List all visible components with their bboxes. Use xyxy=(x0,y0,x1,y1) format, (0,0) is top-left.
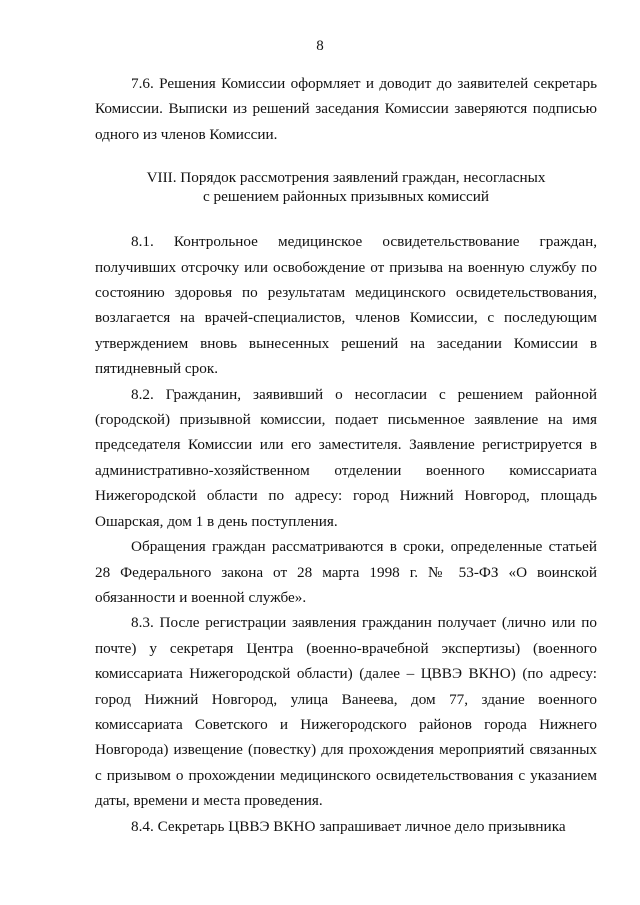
section-heading-line-1: VIII. Порядок рассмотрения заявлений граждан, несогласных xyxy=(146,169,546,187)
paragraph-8-2: 8.2. Гражданин, заявивший о несогласии с решением районной (городской) призывной комиссии, подает письменное заявление на имя председателя Комиссии или его заместителя. Заявление регистрируется в административно-хозяйственном отделении военного комиссариата Нижегородской области по адресу: город Нижний Новгород, площадь Ошарская, дом 1 в день поступления. xyxy=(95,385,597,530)
page-number: 8 xyxy=(316,38,324,54)
paragraph-appeals: Обращения граждан рассматриваются в сроки, определенные статьей 28 Федерального закона от 28 марта 1998 г. № 53-ФЗ «О воинской обязанности и военной службе». xyxy=(95,538,597,606)
paragraph-8-4: 8.4. Секретарь ЦВВЭ ВКНО запрашивает личное дело призывника xyxy=(131,817,566,835)
paragraph-8-3: 8.3. После регистрации заявления гражданин получает (лично или по почте) у секретаря Центра (военно-врачебной экспертизы) (военного комиссариата Нижегородской области) (далее – ЦВВЭ ВКНО) (по адресу: город Нижний Новгород, улица Ванеева, дом 77, здание военного комиссариата Советского и Нижегородского районов города Нижнего Новгорода) извещение (повестку) для прохождения мероприятий связанных с призывом о прохождении медицинского освидетельствования с указанием даты, времени и места проведения. xyxy=(95,614,597,810)
paragraph-8-1: 8.1. Контрольное медицинское освидетельствование граждан, получивших отсрочку или освобождение от призыва на военную службу по состоянию здоровья по результатам медицинского освидетельствования, возлагается на врачей-специалистов, членов Комиссии, с последующим утверждением вновь вынесенных решений на заседании Комиссии в пятидневный срок. xyxy=(95,233,597,378)
document-body xyxy=(95,71,597,839)
section-heading xyxy=(95,168,597,206)
paragraph-7-6: 7.6. Решения Комиссии оформляет и доводит до заявителей секретарь Комиссии. Выписки из решений заседания Комиссии заверяются подписью одного из членов Комиссии. xyxy=(95,75,597,143)
section-heading-line-2: с решением районных призывных комиссий xyxy=(203,188,489,206)
